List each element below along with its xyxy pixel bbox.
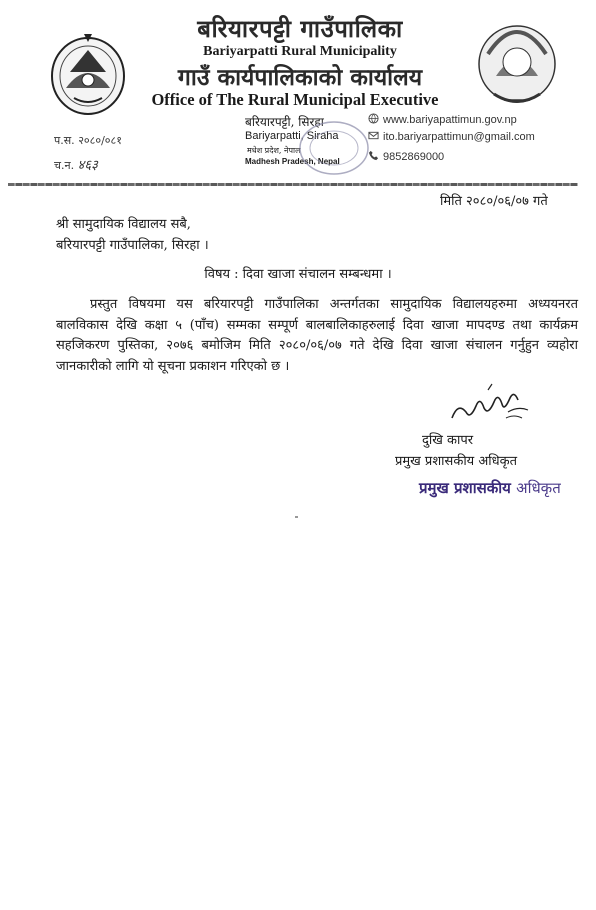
signature-icon <box>448 382 532 428</box>
designation-stamp-light: अधिकृत <box>516 479 561 497</box>
website-link[interactable]: www.bariyapattimun.gov.np <box>383 114 517 126</box>
office-title-np: गाउँ कार्यपालिकाको कार्यालय <box>177 64 423 91</box>
phone-number: 9852869000 <box>383 151 445 163</box>
email-line <box>368 130 535 143</box>
globe-icon <box>368 113 379 124</box>
phone-line <box>368 150 444 163</box>
website-line <box>368 113 517 126</box>
reference-number <box>54 133 122 148</box>
dispatch-value: ४६३ <box>77 158 98 173</box>
mail-icon <box>368 130 379 141</box>
designation-stamp <box>419 478 561 498</box>
province-en: Madhesh Pradesh, Nepal <box>245 157 340 166</box>
dispatch-number <box>54 155 98 173</box>
province-np: मधेश प्रदेश, नेपाल <box>247 146 301 155</box>
signatory-designation: प्रमुख प्रशासकीय अधिकृत <box>395 454 518 469</box>
letter-date: मिति २०८०/०६/०७ गते <box>440 194 548 209</box>
email-link[interactable]: ito.bariyarpattimun@gmail.com <box>383 131 535 143</box>
municipality-emblem-icon <box>48 28 128 118</box>
reference-label: प.स. <box>54 134 75 147</box>
national-emblem-icon <box>474 14 560 114</box>
letter-subject: विषय : दिवा खाजा संचालन सम्बन्धमा । <box>204 267 392 282</box>
municipality-title-np: बरियारपट्टी गाउँपालिका <box>197 14 403 43</box>
letter-body: प्रस्तुत विषयमा यस बरियारपट्टी गाउँपालिका अन्तर्गतका सामुदायिक विद्यालयहरुमा अध्ययनरत बालविकास देखि कक्षा ५ (पाँच) सम्मका सम्पूर्ण बालबालिकाहरुलाई दिवा खाजा मापदण्ड तथा कार्यक्रम सहजिकरण पुस्तिका, २०७६ बमोजिम मिति २०८०/०६/०७ गते देखि दिवा खाजा संचालन गर्नुहुन व्यहोरा जानकारीको लागि यो सूचना प्रकाशन गरिएको छ । <box>56 297 578 374</box>
page-mark <box>295 516 298 518</box>
office-seal-icon <box>296 118 372 178</box>
reference-value: २०८०/०८१ <box>78 134 122 147</box>
dispatch-label: च.न. <box>54 159 75 172</box>
recipient-line-2: बरियारपट्टी गाउँपालिका, सिरहा । <box>56 238 209 253</box>
designation-stamp-bold: प्रमुख प्रशासकीय <box>419 479 511 497</box>
address-np: बरियारपट्टी, सिरहा <box>245 115 324 129</box>
office-title-en: Office of The Rural Municipal Executive <box>151 90 439 109</box>
phone-icon <box>368 150 379 161</box>
recipient-line-1: श्री सामुदायिक विद्यालय सबै, <box>56 217 191 232</box>
signatory-name: दुखि कापर <box>422 433 474 448</box>
address-en: Bariyarpatti, Siraha <box>245 130 339 142</box>
municipality-title-en: Bariyarpatti Rural Municipality <box>203 44 397 59</box>
header-divider <box>8 183 578 186</box>
